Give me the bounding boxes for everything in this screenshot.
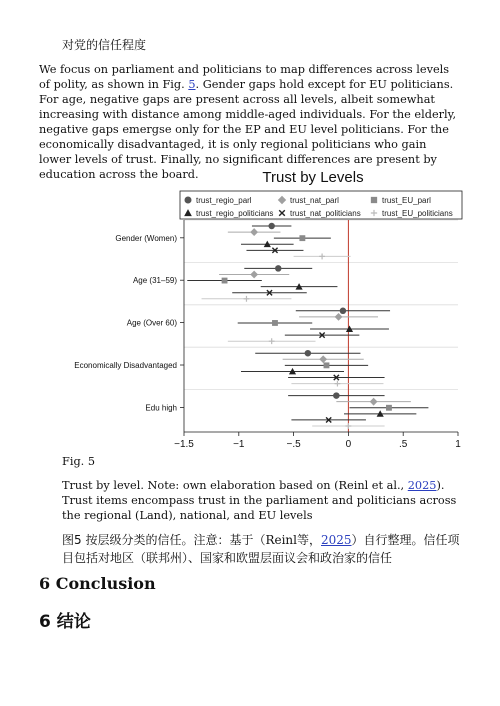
data-point <box>305 350 312 357</box>
conclusion-heading-zh: 6 结论 <box>39 612 91 632</box>
data-point <box>319 253 325 259</box>
legend-marker <box>371 197 377 203</box>
figure-label: Fig. 5 <box>62 455 96 468</box>
data-point <box>370 398 378 406</box>
data-point <box>340 308 347 315</box>
data-point <box>345 423 351 429</box>
legend-marker <box>185 197 192 204</box>
data-point <box>333 392 340 399</box>
conclusion-heading: 6 Conclusion <box>39 574 156 593</box>
data-point <box>324 362 330 368</box>
legend-label: trust_regio_politicians <box>196 209 274 218</box>
x-tick-label: −1.5 <box>174 439 194 450</box>
data-point <box>335 313 343 321</box>
x-tick-label: 0 <box>345 439 352 450</box>
x-tick-label: 1 <box>455 439 461 450</box>
legend-label: trust_regio_parl <box>196 196 252 205</box>
x-tick-label: −1 <box>233 439 245 450</box>
data-point <box>272 320 278 326</box>
caption-text-2: ). Trust items encompass trust in the parliament and politicians across the regional (Land), national, and EU levels <box>62 479 457 522</box>
section-heading-zh: 对党的信任程度 <box>62 38 147 52</box>
x-tick-label: −.5 <box>286 439 301 450</box>
x-tick-label: .5 <box>399 439 408 450</box>
chart-title: Trust by Levels <box>262 169 364 186</box>
citation-link-zh[interactable]: 2025 <box>321 533 352 547</box>
data-point <box>250 271 258 279</box>
trust-by-levels-chart <box>60 162 470 452</box>
y-tick-label: Gender (Women) <box>115 233 177 243</box>
data-point <box>319 355 327 363</box>
data-point <box>299 235 305 241</box>
data-point <box>275 265 282 272</box>
figure-caption <box>62 478 462 523</box>
figure-5 <box>60 162 470 452</box>
data-point <box>386 405 392 411</box>
figure-caption-zh <box>62 531 462 567</box>
data-point <box>222 278 228 284</box>
data-point <box>335 381 341 387</box>
data-point <box>269 338 275 344</box>
caption-text-1: Trust by level. Note: own elaboration based on (Reinl et al., <box>62 479 408 492</box>
y-tick-label: Age (Over 60) <box>126 318 177 328</box>
citation-link[interactable]: 2025 <box>407 479 437 492</box>
legend-label: trust_nat_politicians <box>290 209 361 218</box>
paragraph-text-2: . Gender gaps hold except for EU politicians. For age, negative gaps are present across all levels, albeit somewhat increasing with distance among middle-aged individuals. For the elderly, negative gaps emergse only for the EP and EU level politicians. For the economically disadvantaged, it is only regional politicians who gain lower levels of trust. Finally, no significant differences are present by education across the board. <box>39 78 457 181</box>
caption-zh-text-1: 图5 按层级分类的信任。注意：基于（ <box>62 533 266 547</box>
y-tick-label: Edu high <box>145 403 177 413</box>
data-point <box>250 228 258 236</box>
data-point <box>244 296 250 302</box>
legend-label: trust_nat_parl <box>290 196 339 205</box>
legend-label: trust_EU_politicians <box>382 209 453 218</box>
caption-zh-text-2: ）自行整理。信任项目包括对地区（联邦州）、国家和欧盟层面议会和政治家的信任 <box>62 533 460 565</box>
data-point <box>268 223 275 230</box>
legend-label: trust_EU_parl <box>382 196 431 205</box>
y-tick-label: Age (31–59) <box>132 276 177 286</box>
figure-reference-link[interactable]: 5 <box>188 78 196 91</box>
caption-zh-author: Reinl等， <box>265 533 321 547</box>
paragraph-text-1: We focus on parliament and politicians to map differences across levels of polity, as shown in Fig. <box>39 63 450 91</box>
y-tick-label: Economically Disadvantaged <box>74 361 177 371</box>
